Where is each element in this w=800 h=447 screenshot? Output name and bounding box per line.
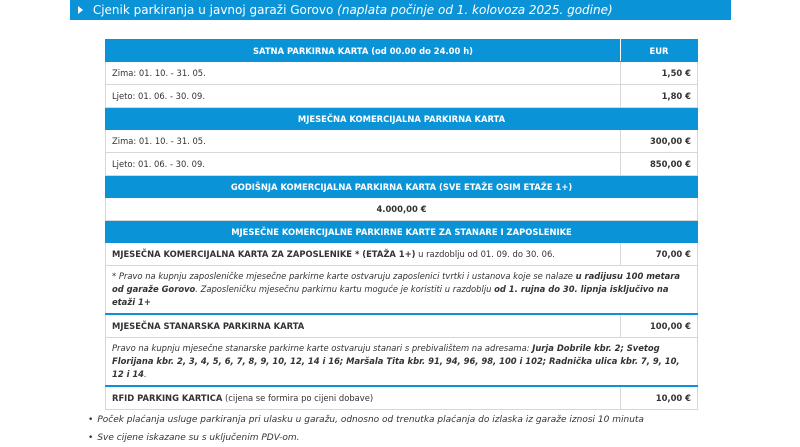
page-banner[interactable] bbox=[70, 0, 731, 20]
rfid-card-cell bbox=[106, 386, 621, 410]
table-row bbox=[106, 85, 698, 108]
table-row bbox=[106, 130, 698, 153]
table-row bbox=[106, 153, 698, 176]
resident-note-text: Pravo na kupnju mjesečne stanarske parkirne karte ostvaruju stanari s prebivalištem na adresama: bbox=[112, 343, 533, 353]
yearly-header-row bbox=[106, 176, 698, 198]
yearly-header: GODIŠNJA KOMERCIJALNA PARKIRNA KARTA (SVE ETAŽE OSIM ETAŽE 1+) bbox=[106, 176, 698, 198]
resident-card-label: MJESEČNA STANARSKA PARKIRNA KARTA bbox=[106, 314, 621, 338]
resident-note-bold: Jurja Dobrile kbr. 2; Svetog Florijana kbr. 2, 3, 4, 5, 6, 7, 8, 9, 10, 12, 14 i 16; Maršala Tita kbr. 91, 94, 96, 98, 100 i 102; Radnička ulica kbr. 7, 9, 10, 12 i 14 bbox=[112, 343, 680, 379]
hourly-summer-label: Ljeto: 01. 06. - 30. 09. bbox=[106, 85, 621, 108]
hourly-header-row bbox=[106, 40, 698, 62]
employee-note-text: * Pravo na kupnju zaposleničke mjesečne parkirne karte ostvaruju zaposlenici tvrtki i ustanova koje se nalaze bbox=[112, 271, 576, 281]
table-row bbox=[106, 243, 698, 266]
monthly-summer-price: 850,00 € bbox=[621, 153, 698, 176]
table-row bbox=[106, 62, 698, 85]
table-row bbox=[106, 198, 698, 221]
resident-card-price: 100,00 € bbox=[621, 314, 698, 338]
table-row bbox=[106, 314, 698, 338]
note-grace-period: Poček plaćanja usluge parkiranja pri ulasku u garažu, odnosno od trenutka plaćanja do izlaska iz garaže iznosi 10 minuta bbox=[97, 415, 644, 425]
list-item bbox=[88, 429, 644, 447]
employee-card-cell bbox=[106, 243, 621, 266]
table-row bbox=[106, 338, 698, 387]
employee-card-price: 70,00 € bbox=[621, 243, 698, 266]
rfid-card-note: (cijena se formira po cijeni dobave) bbox=[222, 393, 374, 403]
banner-subtitle: (naplata počinje od 1. kolovoza 2025. godine) bbox=[337, 3, 613, 17]
hourly-header: SATNA PARKIRNA KARTA (od 00.00 do 24.00 h) bbox=[106, 40, 621, 62]
rfid-card-label: RFID PARKING KARTICA bbox=[112, 393, 223, 403]
residents-header-row bbox=[106, 221, 698, 243]
list-item bbox=[88, 411, 644, 429]
employee-note-bold: od 1. rujna do 30. lipnja isključivo na etaži 1+ bbox=[112, 284, 669, 307]
price-table bbox=[105, 39, 698, 410]
hourly-winter-label: Zima: 01. 10. - 31. 05. bbox=[106, 62, 621, 85]
banner-title: Cjenik parkiranja u javnoj garaži Gorovo bbox=[92, 3, 334, 17]
bullet-icon: • bbox=[88, 433, 94, 443]
hourly-summer-price: 1,80 € bbox=[621, 85, 698, 108]
table-row bbox=[106, 386, 698, 410]
employee-note-bold: u radijusu 100 metara od garaže Gorovo bbox=[112, 271, 681, 294]
hourly-winter-price: 1,50 € bbox=[621, 62, 698, 85]
monthly-winter-price: 300,00 € bbox=[621, 130, 698, 153]
monthly-winter-label: Zima: 01. 10. - 31. 05. bbox=[106, 130, 621, 153]
employee-note bbox=[106, 266, 698, 315]
employee-note-text: . Zaposleničku mjesečnu parkirnu kartu moguće je koristiti u razdoblju bbox=[195, 284, 495, 294]
employee-card-label: MJESEČNA KOMERCIJALNA KARTA ZA ZAPOSLENIKE * (ETAŽA 1+) bbox=[112, 249, 416, 259]
bullet-icon: • bbox=[88, 415, 94, 425]
arrow-right-icon bbox=[78, 6, 83, 14]
rfid-card-price: 10,00 € bbox=[621, 386, 698, 410]
currency-header: EUR bbox=[621, 40, 698, 62]
employee-card-period: u razdoblju od 01. 09. do 30. 06. bbox=[415, 249, 555, 259]
note-vat: Sve cijene iskazane su s uključenim PDV-om. bbox=[97, 433, 300, 443]
monthly-header: MJESEČNA KOMERCIJALNA PARKIRNA KARTA bbox=[106, 108, 698, 130]
notes-list bbox=[88, 411, 644, 447]
residents-header: MJESEČNE KOMERCIJALNE PARKIRNE KARTE ZA STANARE I ZAPOSLENIKE bbox=[106, 221, 698, 243]
resident-note bbox=[106, 338, 698, 387]
table-row bbox=[106, 266, 698, 315]
monthly-summer-label: Ljeto: 01. 06. - 30. 09. bbox=[106, 153, 621, 176]
monthly-header-row bbox=[106, 108, 698, 130]
resident-note-text: . bbox=[144, 369, 147, 379]
yearly-price: 4.000,00 € bbox=[106, 198, 698, 221]
